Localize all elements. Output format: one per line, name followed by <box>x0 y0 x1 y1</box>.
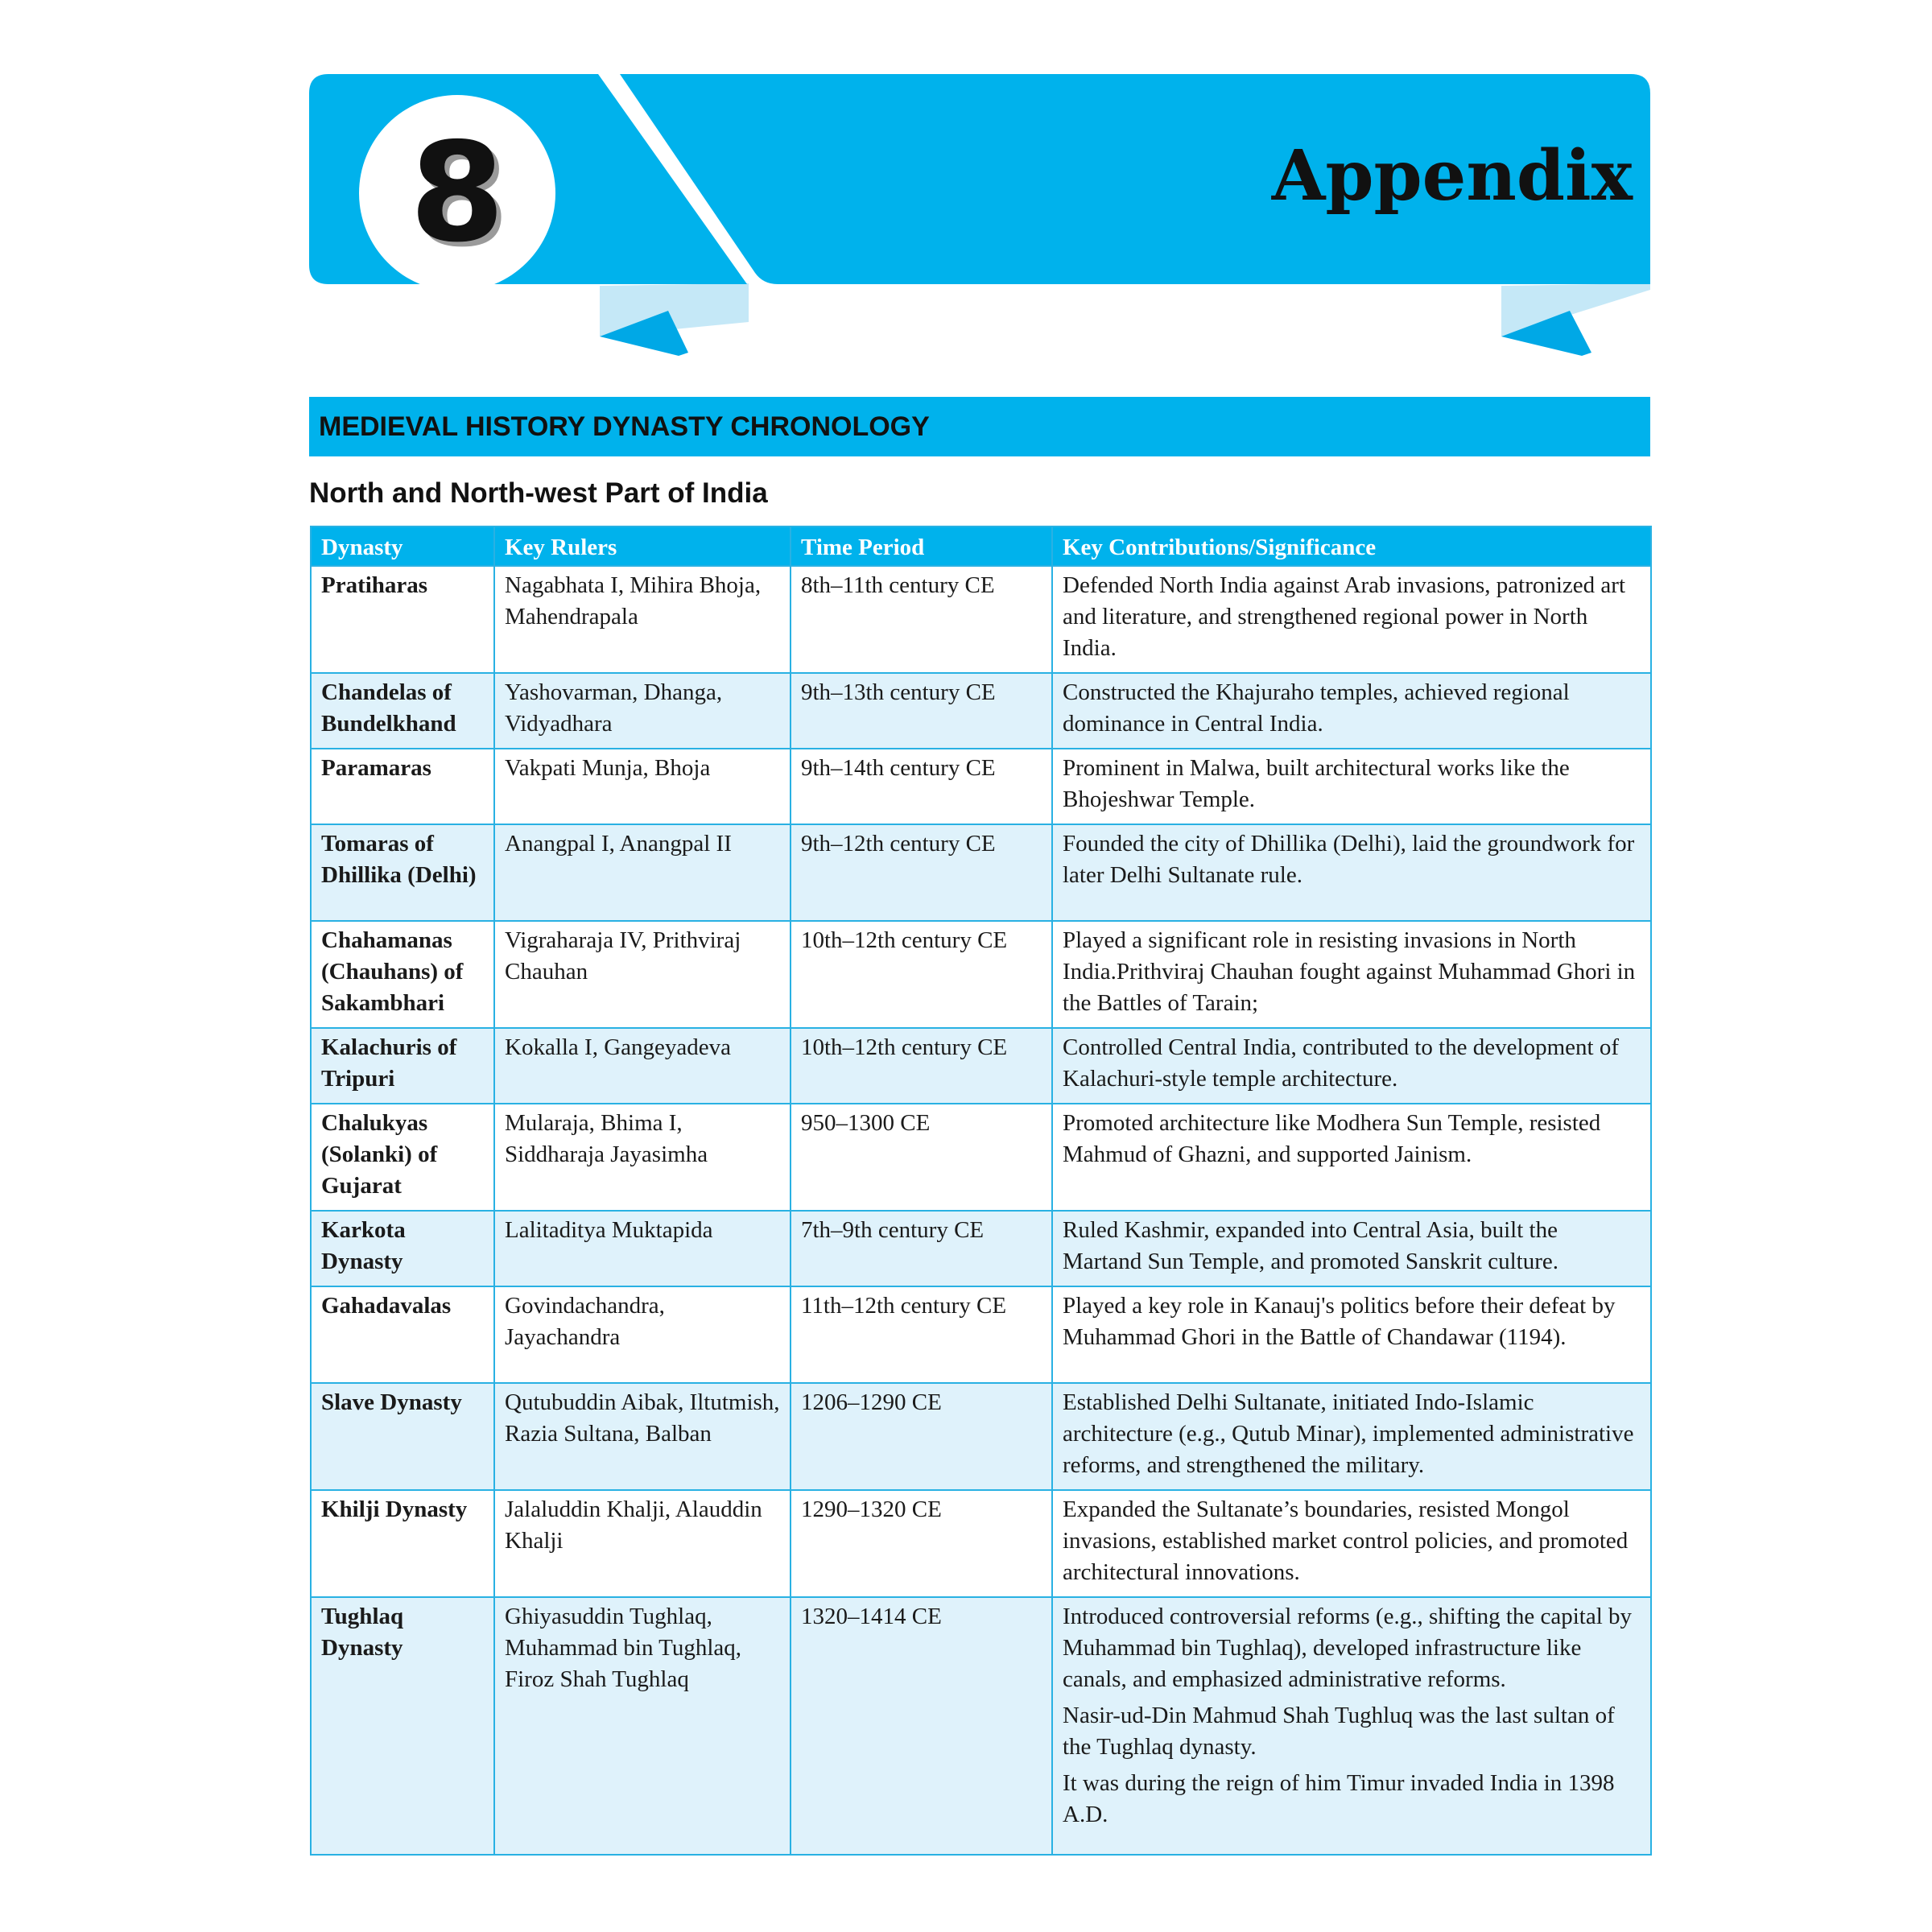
significance-cell <box>1052 1028 1651 1104</box>
table-row <box>311 749 1651 824</box>
period-cell: 1206–1290 CE <box>791 1383 1052 1490</box>
rulers-cell: Govindachandra, Jayachandra <box>494 1286 791 1383</box>
significance-cell <box>1052 566 1651 673</box>
dynasty-cell: Chalukyas (Solanki) of Gujarat <box>311 1104 494 1211</box>
chapter-title: Appendix <box>1271 135 1633 217</box>
period-cell: 11th–12th century CE <box>791 1286 1052 1383</box>
dynasty-cell: Kalachuris of Tripuri <box>311 1028 494 1104</box>
table-row <box>311 1211 1651 1286</box>
period-cell: 9th–13th century CE <box>791 673 1052 749</box>
significance-paragraph: Nasir-ud-Din Mahmud Shah Tughluq was the last sultan of the Tughlaq dynasty. <box>1063 1703 1615 1760</box>
dynasty-cell: Pratiharas <box>311 566 494 673</box>
period-cell: 1320–1414 CE <box>791 1597 1052 1855</box>
significance-cell <box>1052 1383 1651 1490</box>
significance-paragraph: Played a key role in Kanauj's politics before their defeat by Muhammad Ghori in the Battle of Chandawar (1194). <box>1063 1293 1616 1350</box>
table-row <box>311 1383 1651 1490</box>
significance-paragraph: Established Delhi Sultanate, initiated Indo-Islamic architecture (e.g., Qutub Minar), implemented administrative reforms, and strengthened the military. <box>1063 1389 1634 1478</box>
rulers-cell: Nagabhata I, Mihira Bhoja, Mahendrapala <box>494 566 791 673</box>
dynasty-cell: Tomaras of Dhillika (Delhi) <box>311 824 494 921</box>
section-heading-bar <box>309 397 1650 456</box>
rulers-cell: Qutubuddin Aibak, Iltutmish, Razia Sultana, Balban <box>494 1383 791 1490</box>
rulers-cell: Jalaluddin Khalji, Alauddin Khalji <box>494 1490 791 1597</box>
period-cell: 8th–11th century CE <box>791 566 1052 673</box>
significance-paragraph: Expanded the Sultanate’s boundaries, resisted Mongol invasions, established market control policies, and promoted architectural innovations. <box>1063 1496 1629 1585</box>
significance-paragraph: Constructed the Khajuraho temples, achieved regional dominance in Central India. <box>1063 679 1570 737</box>
period-cell: 10th–12th century CE <box>791 1028 1052 1104</box>
table-row <box>311 1597 1651 1855</box>
table-row <box>311 921 1651 1028</box>
significance-cell <box>1052 749 1651 824</box>
table-row <box>311 1104 1651 1211</box>
period-cell: 950–1300 CE <box>791 1104 1052 1211</box>
dynasty-cell: Chahamanas (Chauhans) of Sakambhari <box>311 921 494 1028</box>
significance-cell <box>1052 673 1651 749</box>
table-body <box>311 566 1651 1855</box>
period-cell: 7th–9th century CE <box>791 1211 1052 1286</box>
significance-paragraph: Played a significant role in resisting invasions in North India.Prithviraj Chauhan fought against Muhammad Ghori in the Battles of Tarain; <box>1063 927 1636 1016</box>
rulers-cell: Lalitaditya Muktapida <box>494 1211 791 1286</box>
column-header-significance: Key Contributions/Significance <box>1052 526 1651 566</box>
rulers-cell: Mularaja, Bhima I, Siddharaja Jayasimha <box>494 1104 791 1211</box>
dynasty-cell: Slave Dynasty <box>311 1383 494 1490</box>
table-row <box>311 673 1651 749</box>
column-header-period: Time Period <box>791 526 1052 566</box>
dynasty-cell: Tughlaq Dynasty <box>311 1597 494 1855</box>
rulers-cell: Vigraharaja IV, Prithviraj Chauhan <box>494 921 791 1028</box>
significance-cell <box>1052 1490 1651 1597</box>
dynasty-cell: Gahadavalas <box>311 1286 494 1383</box>
dynasty-cell: Chandelas of Bundelkhand <box>311 673 494 749</box>
significance-paragraph: Prominent in Malwa, built architectural works like the Bhojeshwar Temple. <box>1063 755 1570 812</box>
significance-paragraph: Defended North India against Arab invasions, patronized art and literature, and strengthened regional power in North India. <box>1063 572 1626 661</box>
section-title: MEDIEVAL HISTORY DYNASTY CHRONOLOGY <box>319 411 930 442</box>
significance-paragraph: Promoted architecture like Modhera Sun Temple, resisted Mahmud of Ghazni, and supported Jainism. <box>1063 1110 1601 1167</box>
table-row <box>311 566 1651 673</box>
chapter-number: 8 <box>409 114 506 273</box>
significance-paragraph: Ruled Kashmir, expanded into Central Asia, built the Martand Sun Temple, and promoted Sanskrit culture. <box>1063 1217 1558 1274</box>
dynasty-cell: Khilji Dynasty <box>311 1490 494 1597</box>
dynasty-cell: Karkota Dynasty <box>311 1211 494 1286</box>
rulers-cell: Vakpati Munja, Bhoja <box>494 749 791 824</box>
significance-cell <box>1052 1104 1651 1211</box>
significance-paragraph: Founded the city of Dhillika (Delhi), laid the groundwork for later Delhi Sultanate rule. <box>1063 831 1635 888</box>
rulers-cell: Anangpal I, Anangpal II <box>494 824 791 921</box>
significance-paragraph: It was during the reign of him Timur invaded India in 1398 A.D. <box>1063 1770 1615 1827</box>
period-cell: 1290–1320 CE <box>791 1490 1052 1597</box>
significance-paragraph: Controlled Central India, contributed to the development of Kalachuri-style temple architecture. <box>1063 1034 1619 1092</box>
period-cell: 9th–14th century CE <box>791 749 1052 824</box>
rulers-cell: Kokalla I, Gangeyadeva <box>494 1028 791 1104</box>
dynasty-cell: Paramaras <box>311 749 494 824</box>
region-subheading: North and North-west Part of India <box>309 477 768 509</box>
significance-cell <box>1052 921 1651 1028</box>
table-row <box>311 1490 1651 1597</box>
column-header-dynasty: Dynasty <box>311 526 494 566</box>
significance-cell <box>1052 1597 1651 1855</box>
table-header-row <box>311 526 1651 566</box>
rulers-cell: Yashovarman, Dhanga, Vidyadhara <box>494 673 791 749</box>
table-row <box>311 1028 1651 1104</box>
rulers-cell: Ghiyasuddin Tughlaq, Muhammad bin Tughlaq, Firoz Shah Tughlaq <box>494 1597 791 1855</box>
table-row <box>311 824 1651 921</box>
table-row <box>311 1286 1651 1383</box>
significance-paragraph: Introduced controversial reforms (e.g., shifting the capital by Muhammad bin Tughlaq), developed infrastructure like canals, and emphasized administrative reforms. <box>1063 1604 1633 1692</box>
significance-cell <box>1052 1286 1651 1383</box>
significance-cell <box>1052 1211 1651 1286</box>
dynasty-table <box>310 526 1652 1856</box>
chapter-banner <box>0 0 1932 370</box>
period-cell: 10th–12th century CE <box>791 921 1052 1028</box>
column-header-rulers: Key Rulers <box>494 526 791 566</box>
period-cell: 9th–12th century CE <box>791 824 1052 921</box>
significance-cell <box>1052 824 1651 921</box>
